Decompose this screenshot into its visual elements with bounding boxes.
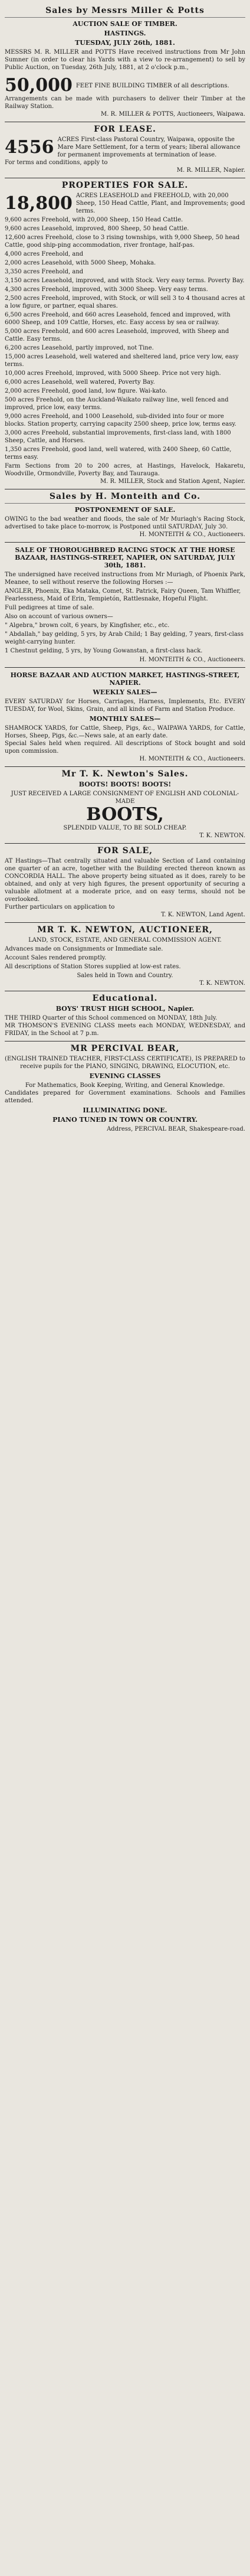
body: AT Hastings—That centrally situated and valuable Section of Land containing one quarter of an acre, together with the Building erected thereon known as CONCORDIA HALL. The above property being situated as it does, rarely to be obtained, and only at very high figures, the present opportunity of securing a valuable allotment at a moderate price, and on easy terms, should not be overlooked.	[5, 858, 245, 903]
amount-line	[5, 76, 245, 95]
ad-block-lease	[5, 126, 245, 174]
divider	[5, 922, 245, 923]
monthly-title: MONTHLY SALES—	[89, 715, 161, 723]
amount-text: ACRES First-class Pastoral Country, Waipawa, opposite the Mare Mare Settlement, for a term of years; liberal allowance for permanent improvements at termination of lease.	[57, 136, 241, 158]
footer: Farm Sections from 20 to 200 acres, at Hastings, Havelock, Hakaretu, Woodville, Ormondville, Poverty Bay, and Taurauga.	[5, 463, 245, 477]
section-title: SALE OF THOROUGHBRED RACING STOCK AT THE HORSE BAZAAR, HASTINGS-STREET, NAPIER, ON SATURDAY, JULY 30th, 1881.	[15, 546, 235, 569]
subtitle: BOYS' TRUST HIGH SCHOOL, Napier.	[55, 1005, 195, 1013]
classes: For Mathematics, Book Keeping, Writing, and General Knowledge.	[25, 1082, 225, 1089]
divider	[5, 17, 245, 18]
list-item: Advances made on Consignments or Immediate sale.	[5, 946, 163, 952]
location: HASTINGS.	[104, 30, 146, 37]
section-title: HORSE BAZAAR AND AUCTION MARKET, HASTINGS-STREET, NAPIER.	[10, 671, 240, 687]
footer: Arrangements can be made with purchasers to deliver their Timber at the Railway Station.	[5, 96, 245, 110]
signature: H. MONTEITH & CO., Auctioneers.	[139, 756, 245, 762]
section-title: MR PERCIVAL BEAR,	[70, 1044, 180, 1053]
amount: 50,000	[5, 75, 73, 96]
ad-block-bazaar	[5, 671, 245, 763]
body: The undersigned have received instructions from Mr Muriagh, of Phoenix Park, Meanee, to sell without reserve the following Horses :—	[5, 572, 245, 586]
list-item: 2,000 acres Leasehold, with 5000 Sheep, Mohaka.	[5, 260, 156, 266]
body-2: MR THOMSON'S EVENING CLASS meets each MONDAY, WEDNESDAY, and FRIDAY, in the School at 7 p.m.	[5, 1023, 245, 1037]
weekly-body: EVERY SATURDAY for Horses, Carriages, Harness, Implements, Etc. EVERY TUESDAY, for Wool, Skins, Grain, and all kinds of Farm and Station Produce.	[5, 698, 245, 713]
amount-line	[5, 136, 245, 159]
footer: Sales held in Town and Country.	[77, 972, 173, 979]
ad-block-miller	[5, 7, 245, 118]
amount-line	[5, 192, 245, 215]
list-item: 1,350 acres Freehold, good land, well watered, with 2400 Sheep, 60 Cattle, terms easy.	[5, 446, 232, 461]
amount-text: ACRES LEASEHOLD and FREEHOLD, with 20,000 Sheep, 150 Head Cattle, Plant, and Improvements; good terms.	[75, 192, 245, 214]
section-title: PROPERTIES FOR SALE.	[61, 181, 189, 190]
list-item: Also on account of various owners—	[5, 613, 113, 620]
signature: H. MONTEITH & CO., Auctioneers.	[139, 531, 245, 538]
section-title: FOR LEASE.	[94, 125, 156, 134]
footer: Special Sales held when required. All descriptions of Stock bought and sold upon commission.	[5, 740, 245, 755]
list-item: " Abdallah," bay gelding, 5 yrs, by Arab Child; 1 Bay gelding, 7 years, first-class weight-carrying hunter.	[5, 631, 244, 645]
section-title: MR T. K. NEWTON, AUCTIONEER,	[37, 925, 213, 935]
signature: T. K. NEWTON, Land Agent.	[161, 912, 245, 918]
classes-title: EVENING CLASSES	[89, 1072, 161, 1080]
body: OWING to the bad weather and floods, the sale of Mr Muriagh's Racing Stock, advertised to take place to-morrow, is Postponed until SATURDAY, July 30.	[5, 516, 245, 530]
list-item: 15,000 acres Leasehold, well watered and sheltered land, price very low, easy terms.	[5, 354, 239, 368]
list-item: ANGLER, Phoenix, Eka Mataka, Comet, St. Patrick, Fairy Queen, Tam Whiffler, Fearlessness, Maid of Erin, Tempietón, Rattlesnake, Hopeful Flight.	[5, 588, 241, 602]
note: ILLUMINATING DONE.	[83, 1106, 167, 1114]
footer: Candidates prepared for Government examinations. Schools and Families attended.	[5, 1090, 245, 1104]
ad-block-teacher	[5, 1045, 245, 1133]
section-title: Mr T. K. Newton's Sales.	[61, 769, 189, 779]
list-item: Full pedigrees at time of sale.	[5, 605, 94, 611]
body: LAND, STOCK, ESTATE, AND GENERAL COMMISSION AGENT.	[28, 937, 222, 943]
list-item: 4,000 acres Freehold, and	[5, 251, 84, 257]
signature: Address, PERCIVAL BEAR, Shakespeare-road.	[107, 1126, 245, 1132]
amount-text: SPLENDID VALUE, TO BE SOLD CHEAP.	[63, 825, 187, 831]
divider	[5, 766, 245, 767]
list-item: 12,600 acres Freehold, close to 3 rising townships, with 9,000 Sheep, 50 head Cattle, good ship-ping accommodation, river frontage, half-pas.	[5, 234, 240, 249]
list-item: Account Sales rendered promptly.	[5, 955, 107, 961]
newspaper-column	[5, 0, 245, 1137]
signature: T. K. NEWTON.	[199, 980, 245, 987]
list-item: " Algebra," brown colt, 6 years, by Kingfisher, etc., etc.	[5, 622, 170, 629]
amount: BOOTS,	[86, 804, 164, 825]
body: THE THIRD Quarter of this School commenced on MONDAY, 18th July.	[5, 1015, 218, 1021]
section-title: Sales by H. Monteith and Co.	[49, 492, 201, 501]
signature: T. K. NEWTON.	[199, 832, 245, 839]
list-item: 9,600 acres Leasehold, improved, 800 Sheep, 50 head Cattle.	[5, 226, 189, 232]
ad-block-newton	[5, 770, 245, 840]
closing: PIANO TUNED IN TOWN OR COUNTRY.	[52, 1116, 198, 1124]
list-item: All descriptions of Station Stores supplied at low-est rates.	[5, 964, 181, 970]
footer: For terms and conditions, apply to	[5, 159, 108, 166]
subtitle: BOOTS! BOOTS! BOOTS!	[78, 781, 172, 788]
signature: M. R. MILLER, Napier.	[176, 167, 245, 174]
ad-block-education	[5, 995, 245, 1037]
ad-block-monteith	[5, 493, 245, 538]
list-item: 4,300 acres Freehold, improved, with 3000 Sheep. Very easy terms.	[5, 286, 208, 293]
amount-text: FEET FINE BUILDING TIMBER of all descriptions.	[75, 82, 229, 89]
body: MESSRS M. R. MILLER and POTTS Have received instructions from Mr John Sumner (in order to clear his Yards with a view to re-arrangement) to sell by Public Auction, on Tuesday, 26th July, 1881, at 2 o'clock p.m.,	[5, 49, 245, 71]
amount: 4556	[5, 136, 54, 158]
body: JUST RECEIVED A LARGE CONSIGNMENT OF ENGLISH AND COLONIAL-MADE	[11, 791, 239, 805]
ad-block-properties	[5, 182, 245, 485]
body: (ENGLISH TRAINED TEACHER, FIRST-CLASS CERTIFICATE), IS PREPARED to receive pupils for the PIANO, SINGING, DRAWING, ELOCUTION, etc.	[5, 1056, 245, 1070]
ad-block-newton-notice	[5, 926, 245, 987]
list-item: 6,500 acres Freehold, and 660 acres Leasehold, fenced and improved, with 6000 Sheep, and 109 Cattle, Horses, etc. Easy access by sea or railway.	[5, 312, 231, 326]
section-title: Educational.	[92, 994, 158, 1003]
weekly-title: WEEKLY SALES—	[93, 688, 157, 696]
subtitle: POSTPONEMENT OF SALE.	[74, 506, 176, 514]
section-title: Sales by Messrs Miller & Potts	[45, 6, 205, 15]
list-item: 500 acres Freehold, on the Auckland-Waikato railway line, well fenced and improved, price low, easy terms.	[5, 397, 229, 411]
list-item: 9,000 acres Freehold, and 1000 Leasehold, sub-divided into four or more blocks. Station property, carrying capacity 2500 sheep, price low, terms easy.	[5, 413, 236, 427]
signature: M. R. MILLER, Stock and Station Agent, Napier.	[100, 478, 245, 485]
ad-block-for-sale	[5, 847, 245, 919]
section-title: FOR SALE,	[97, 846, 153, 856]
list-item: 6,000 acres Leasehold, well watered, Poverty Bay.	[5, 379, 155, 386]
divider	[5, 503, 245, 504]
list-item: 2,500 acres Freehold, improved, with Stock, or will sell 3 to 4 thousand acres at a low figure, or partner, equal shares.	[5, 295, 245, 309]
amount: 18,800	[5, 192, 73, 214]
list-item: 10,000 acres Freehold, improved, with 5000 Sheep. Price not very high.	[5, 370, 221, 377]
date: TUESDAY, JULY 26th, 1881.	[75, 39, 175, 47]
list-item: 5,000 acres Freehold, and 600 acres Leasehold, improved, with Sheep and Cattle. Easy terms.	[5, 328, 229, 342]
list-item: 6,200 acres Leasehold, partly improved, not Tine.	[5, 345, 154, 351]
list-item: 3,350 acres Freehold, and	[5, 269, 84, 275]
monthly-body: SHAMROCK YARDS, for Cattle, Sheep, Pigs, &c., WAIPAWA YARDS, for Cattle, Horses, Sheep, Pigs, &c.—News sale, at an early date.	[5, 725, 245, 739]
list-item: 3,000 acres Freehold, substantial improvements, first-class land, with 1800 Sheep, Cattle, and Horses.	[5, 430, 231, 444]
signature: H. MONTEITH & CO., Auctioneers.	[139, 657, 245, 663]
ad-block-sale	[5, 546, 245, 664]
divider	[5, 667, 245, 668]
list-item: 9,600 acres Freehold, with 20,000 Sheep, 150 Head Cattle.	[5, 217, 183, 223]
list-item: 3,150 acres Leasehold, improved, and with Stock. Very easy terms. Poverty Bay.	[5, 277, 245, 284]
divider	[5, 843, 245, 844]
signature: M. R. MILLER & POTTS, Auctioneers, Waipawa.	[100, 111, 245, 117]
subtitle: AUCTION SALE OF TIMBER.	[73, 20, 177, 28]
list-item: 1 Chestnut gelding, 5 yrs, by Young Gowanstan, a first-class hack.	[5, 648, 203, 654]
list-item: 2,000 acres Freehold, good land, low figure. Wai-kato.	[5, 388, 167, 394]
divider	[5, 542, 245, 543]
footer: Further particulars on application to	[5, 904, 115, 910]
